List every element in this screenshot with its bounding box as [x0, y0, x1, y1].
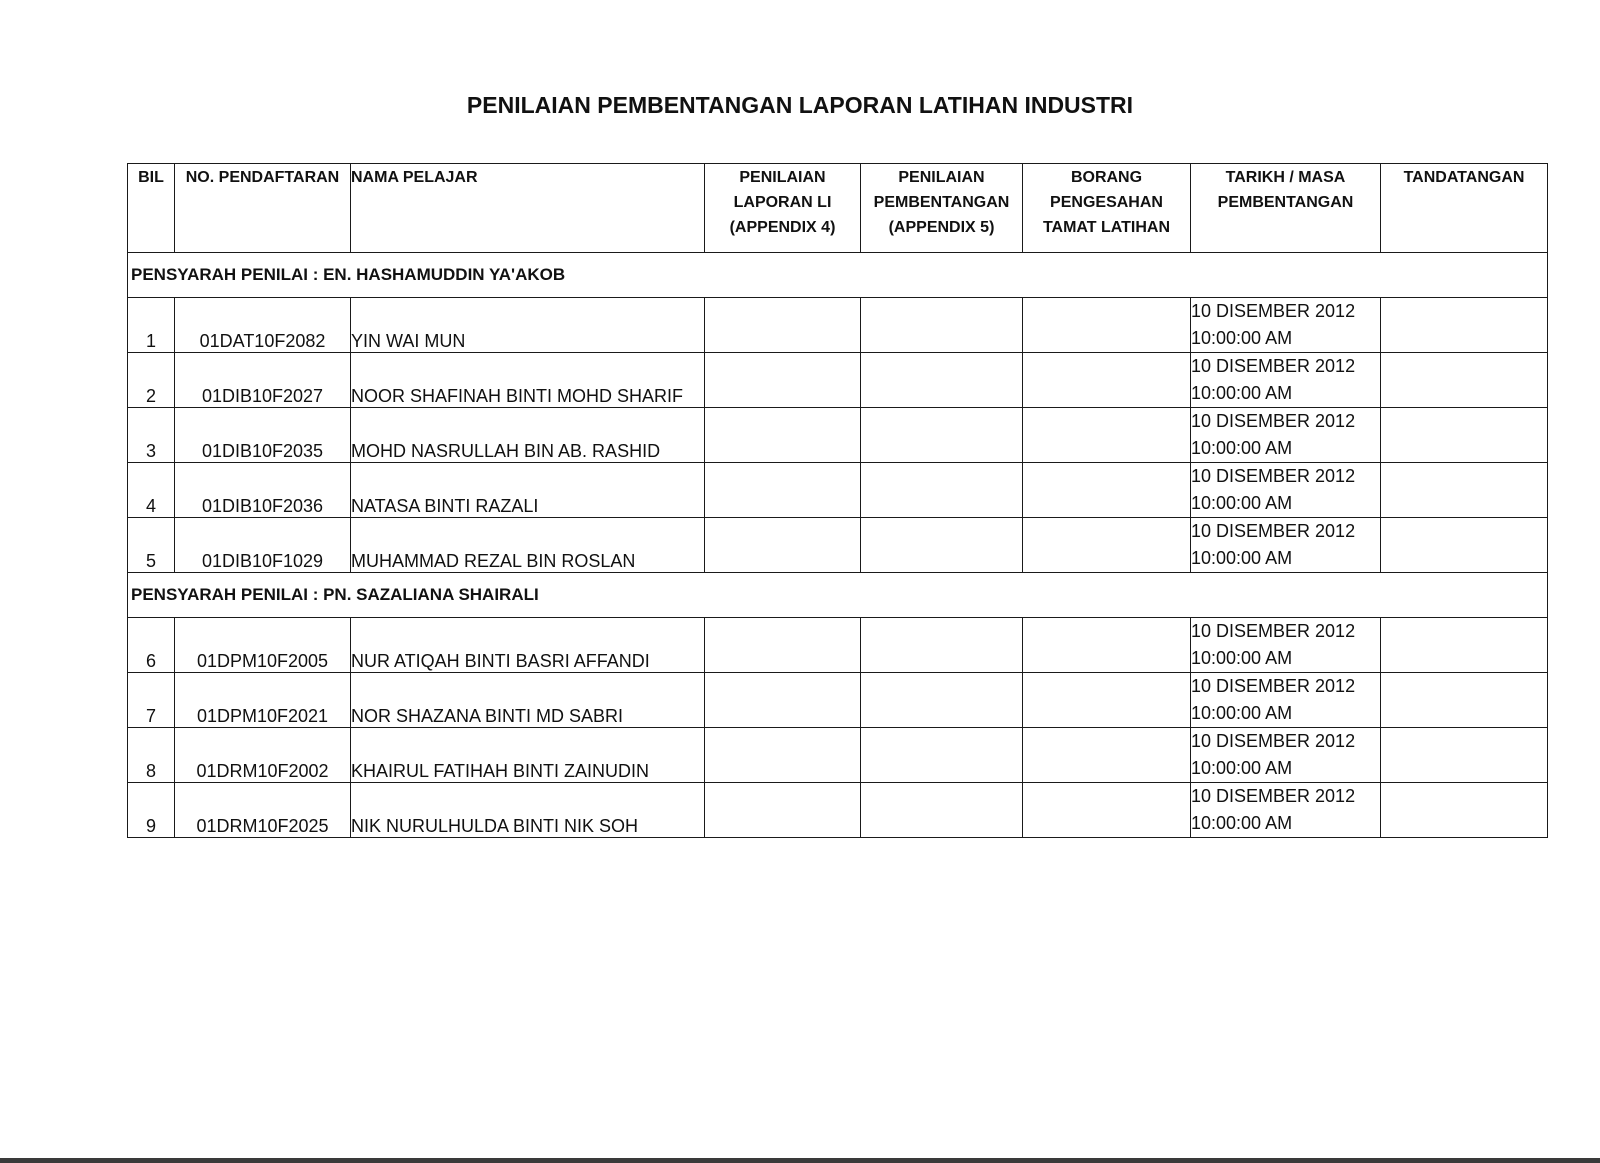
cell-time: 10:00:00 AM	[1191, 813, 1293, 833]
header-appendix5-line: PENILAIAN	[898, 169, 985, 186]
header-appendix4	[705, 164, 861, 253]
cell-time: 10:00:00 AM	[1191, 703, 1293, 723]
header-tarikh-line: TARIKH / MASA	[1225, 169, 1346, 186]
table-row	[128, 618, 1548, 673]
cell-appendix4	[705, 463, 861, 518]
cell-appendix4	[705, 408, 861, 463]
cell-tarikh	[1191, 463, 1381, 518]
cell-appendix4	[705, 618, 861, 673]
cell-name: NOR SHAZANA BINTI MD SABRI	[351, 673, 705, 728]
cell-appendix5	[861, 783, 1023, 838]
cell-time: 10:00:00 AM	[1191, 438, 1293, 458]
cell-tarikh	[1191, 408, 1381, 463]
cell-tarikh	[1191, 518, 1381, 573]
cell-time: 10:00:00 AM	[1191, 328, 1293, 348]
cell-appendix4	[705, 298, 861, 353]
header-reg-no: NO. PENDAFTARAN	[175, 164, 351, 253]
cell-name: YIN WAI MUN	[351, 298, 705, 353]
cell-appendix4	[705, 783, 861, 838]
page-title: PENILAIAN PEMBENTANGAN LAPORAN LATIHAN INDUSTRI	[466, 92, 1134, 118]
cell-signature	[1381, 353, 1548, 408]
group-label: PENSYARAH PENILAI : PN. SAZALIANA SHAIRALI	[128, 573, 1548, 618]
header-appendix4-line: (APPENDIX 4)	[729, 219, 836, 236]
cell-borang	[1023, 728, 1191, 783]
cell-bil: 9	[128, 783, 175, 838]
cell-appendix5	[861, 728, 1023, 783]
header-borang-line: PENGESAHAN	[1050, 194, 1163, 211]
header-sign: TANDATANGAN	[1381, 164, 1548, 253]
cell-date: 10 DISEMBER 2012	[1191, 731, 1356, 751]
table-row	[128, 783, 1548, 838]
cell-bil: 8	[128, 728, 175, 783]
cell-name: MOHD NASRULLAH BIN AB. RASHID	[351, 408, 705, 463]
cell-bil: 7	[128, 673, 175, 728]
cell-borang	[1023, 463, 1191, 518]
table-row	[128, 353, 1548, 408]
cell-date: 10 DISEMBER 2012	[1191, 676, 1356, 696]
cell-reg-no: 01DAT10F2082	[175, 298, 351, 353]
table-row	[128, 518, 1548, 573]
cell-borang	[1023, 783, 1191, 838]
cell-name: NATASA BINTI RAZALI	[351, 463, 705, 518]
cell-signature	[1381, 728, 1548, 783]
cell-appendix5	[861, 673, 1023, 728]
cell-borang	[1023, 298, 1191, 353]
table-row	[128, 673, 1548, 728]
cell-bil: 5	[128, 518, 175, 573]
cell-bil: 1	[128, 298, 175, 353]
cell-borang	[1023, 353, 1191, 408]
cell-bil: 6	[128, 618, 175, 673]
header-bil: BIL	[128, 164, 175, 253]
cell-name: NOOR SHAFINAH BINTI MOHD SHARIF	[351, 353, 705, 408]
cell-reg-no: 01DRM10F2025	[175, 783, 351, 838]
header-appendix5	[861, 164, 1023, 253]
cell-time: 10:00:00 AM	[1191, 548, 1293, 568]
group-label: PENSYARAH PENILAI : EN. HASHAMUDDIN YA'AKOB	[128, 253, 1548, 298]
header-borang	[1023, 164, 1191, 253]
cell-tarikh	[1191, 353, 1381, 408]
header-appendix4-line: LAPORAN LI	[733, 194, 832, 211]
header-name: NAMA PELAJAR	[351, 164, 705, 253]
cell-reg-no: 01DPM10F2005	[175, 618, 351, 673]
table-row	[128, 408, 1548, 463]
cell-reg-no: 01DIB10F2036	[175, 463, 351, 518]
cell-signature	[1381, 783, 1548, 838]
cell-date: 10 DISEMBER 2012	[1191, 466, 1356, 486]
header-row	[128, 164, 1548, 253]
cell-date: 10 DISEMBER 2012	[1191, 621, 1356, 641]
cell-time: 10:00:00 AM	[1191, 383, 1293, 403]
cell-tarikh	[1191, 728, 1381, 783]
cell-borang	[1023, 673, 1191, 728]
cell-appendix4	[705, 518, 861, 573]
cell-name: MUHAMMAD REZAL BIN ROSLAN	[351, 518, 705, 573]
cell-bil: 3	[128, 408, 175, 463]
cell-name: KHAIRUL FATIHAH BINTI ZAINUDIN	[351, 728, 705, 783]
table-row	[128, 728, 1548, 783]
cell-signature	[1381, 618, 1548, 673]
cell-reg-no: 01DPM10F2021	[175, 673, 351, 728]
table-row	[128, 298, 1548, 353]
cell-tarikh	[1191, 673, 1381, 728]
cell-date: 10 DISEMBER 2012	[1191, 786, 1356, 806]
header-appendix4-line: PENILAIAN	[739, 169, 826, 186]
header-tarikh	[1191, 164, 1381, 253]
cell-date: 10 DISEMBER 2012	[1191, 356, 1356, 376]
cell-tarikh	[1191, 783, 1381, 838]
scan-edge-divider	[0, 1158, 1600, 1163]
evaluation-table	[127, 163, 1548, 838]
cell-reg-no: 01DIB10F1029	[175, 518, 351, 573]
cell-time: 10:00:00 AM	[1191, 758, 1293, 778]
cell-appendix4	[705, 728, 861, 783]
cell-signature	[1381, 298, 1548, 353]
group-row	[128, 573, 1548, 618]
table-row	[128, 463, 1548, 518]
cell-tarikh	[1191, 618, 1381, 673]
cell-appendix5	[861, 518, 1023, 573]
cell-appendix4	[705, 673, 861, 728]
cell-date: 10 DISEMBER 2012	[1191, 521, 1356, 541]
cell-signature	[1381, 518, 1548, 573]
cell-appendix5	[861, 353, 1023, 408]
cell-time: 10:00:00 AM	[1191, 493, 1293, 513]
header-tarikh-line: PEMBENTANGAN	[1217, 194, 1354, 211]
cell-bil: 4	[128, 463, 175, 518]
cell-reg-no: 01DIB10F2035	[175, 408, 351, 463]
cell-time: 10:00:00 AM	[1191, 648, 1293, 668]
cell-name: NUR ATIQAH BINTI BASRI AFFANDI	[351, 618, 705, 673]
cell-date: 10 DISEMBER 2012	[1191, 411, 1356, 431]
cell-appendix5	[861, 618, 1023, 673]
group-row	[128, 253, 1548, 298]
cell-date: 10 DISEMBER 2012	[1191, 301, 1356, 321]
header-borang-line: BORANG	[1070, 169, 1143, 186]
cell-signature	[1381, 408, 1548, 463]
cell-appendix5	[861, 463, 1023, 518]
header-appendix5-line: (APPENDIX 5)	[888, 219, 995, 236]
cell-signature	[1381, 463, 1548, 518]
cell-appendix5	[861, 298, 1023, 353]
cell-reg-no: 01DIB10F2027	[175, 353, 351, 408]
cell-borang	[1023, 618, 1191, 673]
cell-bil: 2	[128, 353, 175, 408]
header-appendix5-line: PEMBENTANGAN	[873, 194, 1010, 211]
cell-appendix5	[861, 408, 1023, 463]
cell-appendix4	[705, 353, 861, 408]
cell-borang	[1023, 408, 1191, 463]
header-borang-line: TAMAT LATIHAN	[1042, 219, 1171, 236]
cell-name: NIK NURULHULDA BINTI NIK SOH	[351, 783, 705, 838]
cell-tarikh	[1191, 298, 1381, 353]
cell-borang	[1023, 518, 1191, 573]
cell-signature	[1381, 673, 1548, 728]
cell-reg-no: 01DRM10F2002	[175, 728, 351, 783]
